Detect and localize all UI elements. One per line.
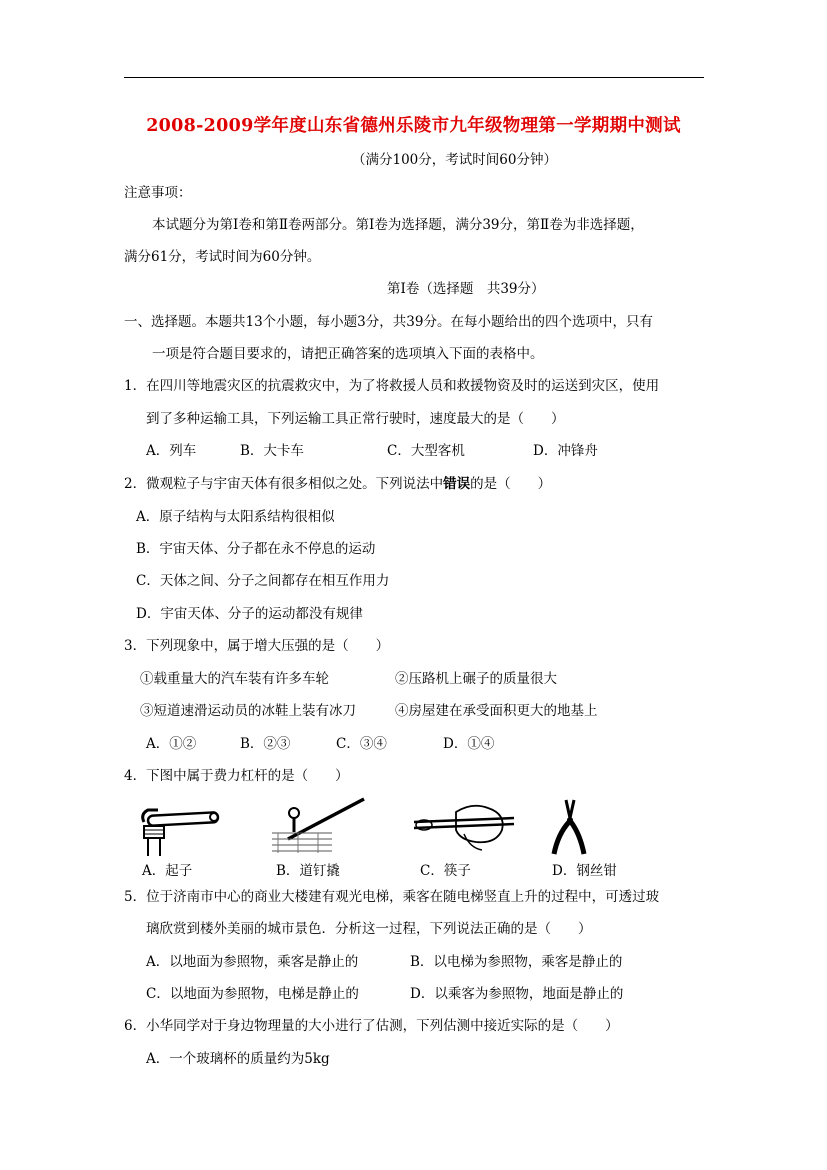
q6-option-a: A．一个玻璃杯的质量约为5kg: [146, 1051, 330, 1067]
exam-subtitle: （满分100分，考试时间60分钟）: [352, 152, 557, 168]
pliers-icon: [548, 796, 592, 858]
q3-item-1: ①载重量大的汽车装有许多车轮: [140, 671, 329, 687]
q3-option-b: B．②③: [240, 736, 291, 752]
q3-item-3: ③短道速滑运动员的冰鞋上装有冰刀: [140, 703, 356, 719]
q1-option-c: C．大型客机: [387, 443, 465, 459]
q5-stem-line-1: 5．位于济南市中心的商业大楼建有观光电梯，乘客在随电梯竖直上升的过程中，可透过玻: [124, 889, 660, 905]
header-rule: [124, 77, 704, 78]
q2-option-d: D．宇宙天体、分子的运动都没有规律: [136, 606, 363, 622]
notice-line-2: 满分61分，考试时间为60分钟。: [124, 249, 321, 265]
q2-option-c: C．天体之间、分子之间都存在相互作用力: [136, 573, 390, 589]
q2-option-a: A．原子结构与太阳系结构很相似: [136, 509, 335, 525]
q4-figure-d-label: D．钢丝钳: [552, 863, 617, 879]
q1-option-a: A．列车: [146, 443, 197, 459]
chopsticks-icon: [410, 800, 520, 856]
q4-figure-b-label: B．道钉撬: [276, 863, 340, 879]
q1-stem-line-2: 到了多种运输工具，下列运输工具正常行驶时，速度最大的是（ ）: [146, 411, 565, 427]
crowbar-icon: [268, 795, 368, 857]
q5-option-d: D．以乘客为参照物，地面是静止的: [410, 986, 624, 1002]
section1-line-2: 一项是符合题目要求的，请把正确答案的选项填入下面的表格中。: [152, 346, 544, 362]
q2-stem-before: 2．微观粒子与宇宙天体有很多相似之处。下列说法中: [124, 476, 444, 492]
q5-option-c: C．以地面为参照物，电梯是静止的: [146, 986, 359, 1002]
q3-option-c: C．③④: [336, 736, 387, 752]
notice-heading: 注意事项：: [124, 185, 192, 201]
part1-heading: 第Ⅰ卷（选择题 共39分）: [387, 281, 545, 297]
q2-stem-after: 的是（ ）: [470, 476, 552, 492]
q1-option-b: B．大卡车: [240, 443, 304, 459]
q3-item-2: ②压路机上碾子的质量很大: [395, 671, 557, 687]
q2-stem-bold: 错误: [443, 476, 471, 492]
notice-line-1: 本试题分为第Ⅰ卷和第Ⅱ卷两部分。第Ⅰ卷为选择题，满分39分，第Ⅱ卷为非选择题，: [152, 217, 644, 233]
q2-option-b: B．宇宙天体、分子都在永不停息的运动: [136, 541, 376, 557]
q4-stem: 4．下图中属于费力杠杆的是（ ）: [124, 768, 349, 784]
section1-line-1: 一、选择题。本题共13个小题，每小题3分，共39分。在每小题给出的四个选项中，只有: [124, 314, 653, 330]
q6-stem: 6．小华同学对于身边物理量的大小进行了估测，下列估测中接近实际的是（ ）: [124, 1018, 619, 1034]
q1-stem-line-1: 1．在四川等地震灾区的抗震救灾中，为了将救援人员和救援物资及时的运送到灾区，使用: [124, 378, 660, 394]
bottle-opener-icon: [136, 800, 226, 858]
q4-figure-c-label: C．筷子: [420, 863, 471, 879]
q3-option-a: A．①②: [146, 736, 197, 752]
q5-option-b: B．以电梯为参照物，乘客是静止的: [410, 954, 623, 970]
q3-option-d: D．①④: [443, 736, 495, 752]
q5-stem-line-2: 璃欣赏到楼外美丽的城市景色．分析这一过程，下列说法正确的是（ ）: [146, 921, 592, 937]
q3-item-4: ④房屋建在承受面积更大的地基上: [395, 703, 598, 719]
q4-figure-a-label: A．起子: [142, 863, 193, 879]
page-title: 2008-2009学年度山东省德州乐陵市九年级物理第一学期期中测试: [146, 116, 681, 136]
q1-option-d: D．冲锋舟: [533, 443, 598, 459]
q2-stem: [124, 474, 551, 494]
q3-stem: 3．下列现象中，属于增大压强的是（ ）: [124, 638, 390, 654]
q5-option-a: A．以地面为参照物，乘客是静止的: [146, 954, 359, 970]
